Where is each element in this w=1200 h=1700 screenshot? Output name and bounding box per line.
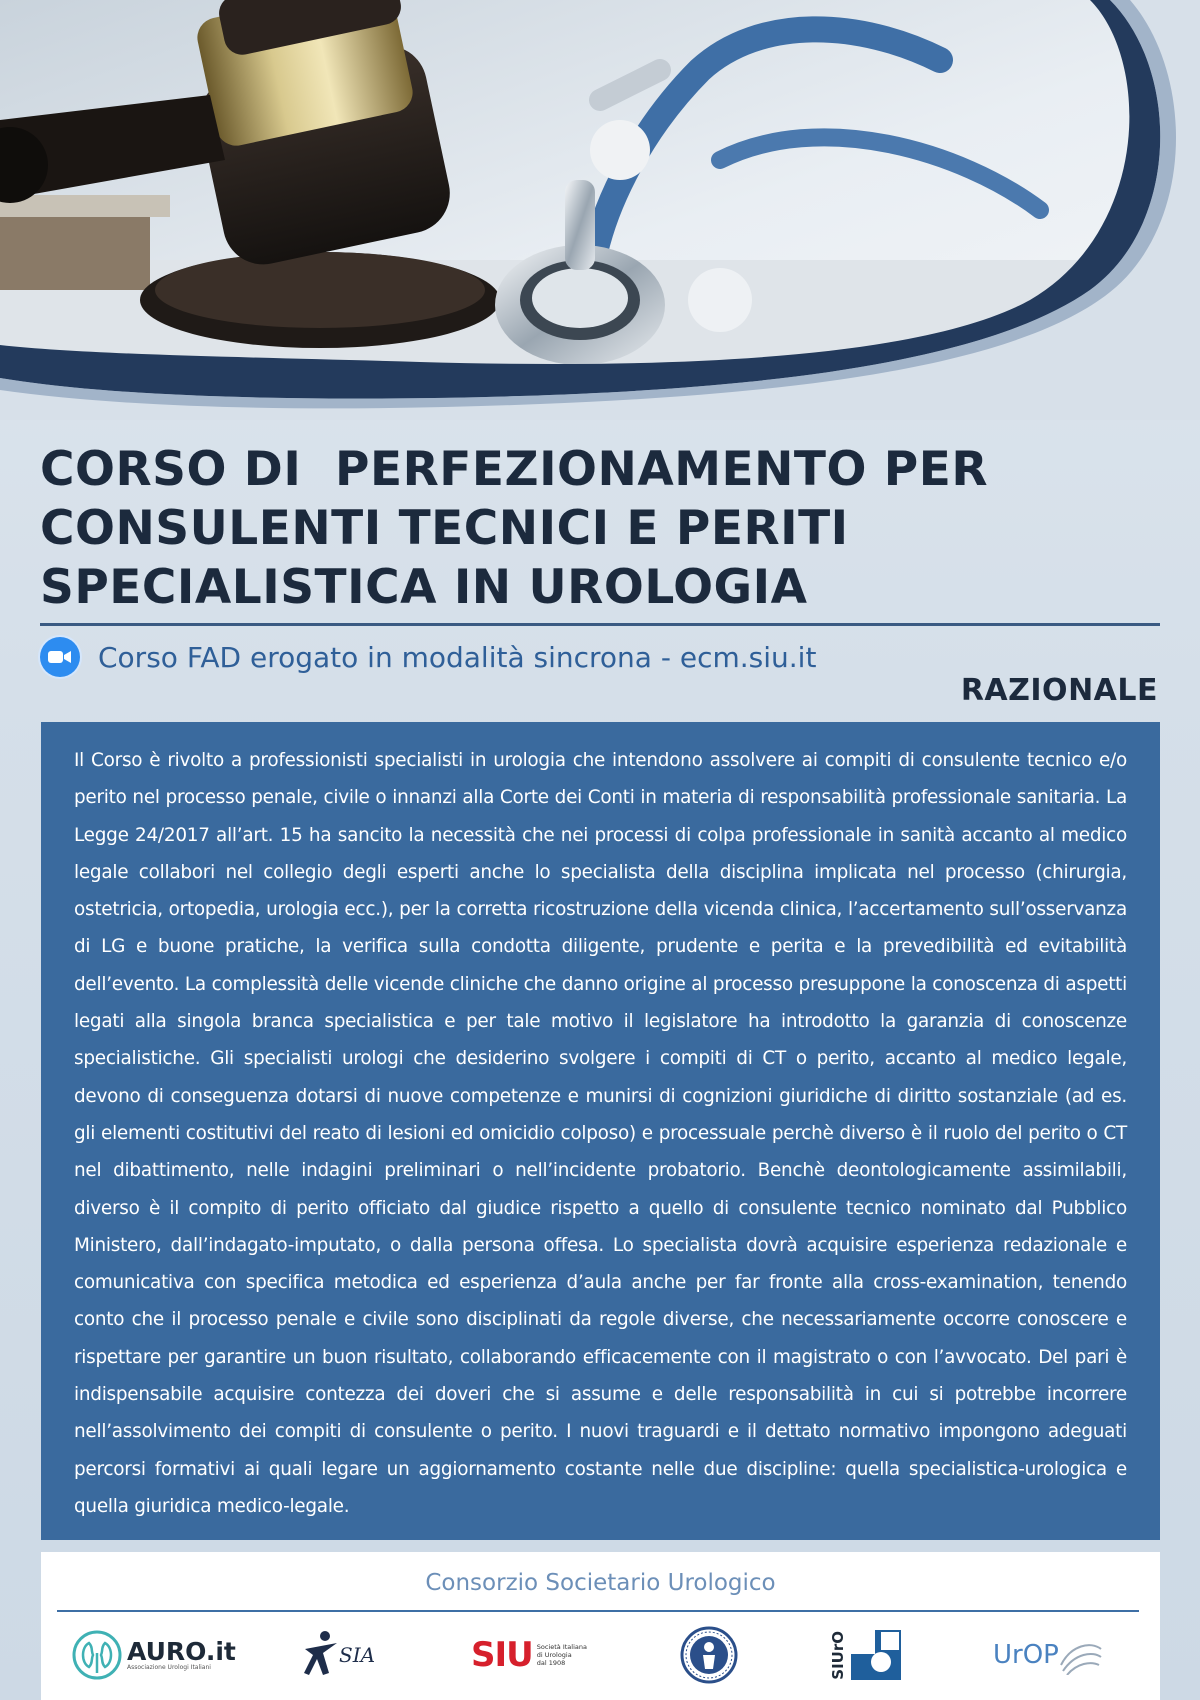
auro-subtitle: Associazione Urologi Italiani <box>127 1663 211 1671</box>
title-line-1: CORSO DI PERFEZIONAMENTO PER <box>40 442 989 497</box>
kidney-icon <box>71 1629 123 1681</box>
auro-logo <box>71 1620 236 1690</box>
siuro-name: SIUrO <box>829 1630 847 1680</box>
running-figure-icon <box>303 1629 339 1681</box>
footer-title: Consorzio Societario Urologico <box>425 1570 776 1596</box>
urop-swirl-icon <box>1059 1635 1103 1675</box>
fad-info <box>40 635 816 679</box>
siuro-squares-icon <box>851 1630 901 1680</box>
sia-name: SIA <box>339 1643 376 1667</box>
razionale-text: Il Corso è rivolto a professionisti specialisti in urologia che intendono assolvere ai compiti di consulente tecnico e/o perito nel processo penale, civile o innanzi alla Corte dei Conti in materia di responsabilità professionale sanitaria. La Legge 24/2017 all’art. 15 ha sancito la necessità che nei processi di colpa professionale in sanità accanto al medico legale collabori nel collegio degli esperti anche lo specialista della disciplina implicata nel processo (chirurgia, ostetricia, ortopedia, urologia ecc.), per la corretta ricostruzione della vicenda clinica, l’accertamento sull’osservanza di LG e buone pratiche, la verifica sulla condotta diligente, prudente e perita e la prevedibilità ed evitabilità dell’evento. La complessità delle vicende cliniche che danno origine al processo presuppone la conoscenza di aspetti legati alla singola branca specialistica e per tale motivo il legislatore ha introdotto la garanzia di conoscenze specialistiche. Gli specialisti urologi che desiderino svolgere i compiti di CT o perito, accanto al medico legale, devono di conseguenza dotarsi di nuove competenze e munirsi di cognizioni giuridiche di diritto sostanziale (ad es. gli elementi costitutivi del reato di lesioni ed omicidio colposo) e processuale perchè diverso è il ruolo del perito o CT nel dibattimento, nelle indagini preliminari o nell’incidente probatorio. Benchè deontologicamente assimilabili, diverso è il compito di perito officiato dal giudice rispetto a quello di consulente tecnico nominato dal Pubblico Ministero, dall’indagato-imputato, o dalla persona offesa. Lo specialista dovrà acquisire esperienza redazionale e comunicativa con specifica metodica ed esperienza d’aula anche per far fronte alla cross-examination, tenendo conto che il processo penale e civile sono disciplinati da regole diverse, che necessariamente occorre conoscere e rispettare per garantire un buon risultato, collaborando efficacemente con il magistrato o con l’avvocato. Del pari è indispensabile acquisire contezza dei doveri che si assume e delle responsabilità in cui si potrebbe incorrere nell’assolvimento dei compiti di consulente o perito. I nuovi traguardi e il dettato normativo impongono adeguati percorsi formativi ai quali legare un aggiornamento costante nelle due discipline: quella specialistica-urologica e quella giuridica medico-legale. <box>74 750 1127 1517</box>
title-line-3: SPECIALISTICA IN UROLOGIA <box>40 560 808 615</box>
fad-text: Corso FAD erogato in modalità sincrona - ecm.siu.it <box>98 640 817 674</box>
seal-logo <box>679 1620 739 1690</box>
auro-name: AURO.it <box>127 1636 236 1666</box>
urop-name: UrOP <box>993 1640 1059 1670</box>
siu-name: SIU <box>471 1635 533 1675</box>
hero-image <box>0 0 1200 420</box>
title-divider <box>40 623 1160 626</box>
gavel-stethoscope-illustration <box>0 0 1200 420</box>
course-title <box>40 440 1160 617</box>
society-seal-icon <box>679 1625 739 1685</box>
footer <box>41 1552 1160 1700</box>
siu-subtitle-2: di Urologia <box>536 1651 572 1659</box>
section-heading: RAZIONALE <box>960 673 1158 708</box>
siu-logo <box>471 1620 587 1690</box>
urop-logo <box>993 1620 1103 1690</box>
siuro-logo <box>829 1620 901 1690</box>
sia-logo <box>303 1620 375 1690</box>
title-line-2: CONSULENTI TECNICI E PERITI <box>40 501 849 556</box>
siu-subtitle <box>537 1643 587 1667</box>
video-camera-icon <box>40 637 80 677</box>
razionale-box <box>41 722 1160 1540</box>
siu-subtitle-1: Società Italiana <box>536 1643 587 1651</box>
footer-divider <box>57 1610 1139 1612</box>
siu-subtitle-3: dal 1908 <box>536 1659 566 1667</box>
